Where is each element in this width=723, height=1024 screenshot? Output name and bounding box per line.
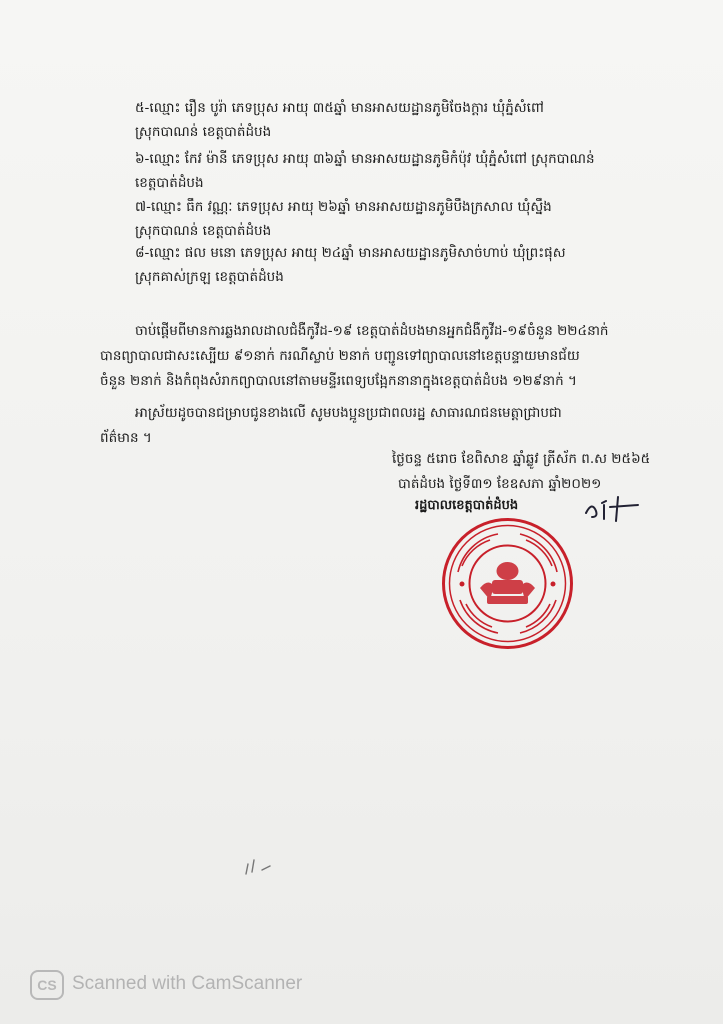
summary-paragraph [100,319,609,394]
paragraph-line: ចំនួន ២នាក់ និងកំពុងសំរាកព្យាបាលនៅតាមមន្ទីរពេទ្យបង្អែកនានាក្នុងខេត្តបាត់ដំបង ១២៩នាក់ ។ [100,373,577,389]
official-seal [440,516,575,651]
paragraph-line: ព័ត៌មាន ។ [100,430,152,446]
solar-date: បាត់ដំបង ថ្ងៃទី៣១ ខែឧសភា ឆ្នាំ២០២១ [398,476,602,492]
list-item-line: ខេត្តបាត់ដំបង [135,175,204,191]
list-item-line: ៦-ឈ្មោះ កែវ ម៉ានី ភេទប្រុស អាយុ ៣៦ឆ្នាំ មានអាសយដ្ឋានភូមិកំប៉ុវ ឃុំភ្នំសំពៅ ស្រុកបាណន់ [135,151,595,167]
list-item-line: ស្រុកគាស់ក្រឡ ខេត្តបាត់ដំបង [135,269,284,285]
paragraph-line: បានព្យាបាលជាសះស្បើយ ៩១នាក់ ករណីស្លាប់ ២នាក់ បញ្ជូនទៅព្យាបាលនៅខេត្តបន្ទាយមានជ័យ [100,348,580,364]
pen-mark [240,852,290,878]
list-item-line: ៨-ឈ្មោះ ផល មនោ ភេទប្រុស អាយុ ២៤ឆ្នាំ មានអាសយដ្ឋានភូមិសាច់ហាប់ ឃុំព្រះផុស [135,245,566,261]
list-item-line: ស្រុកបាណន់ ខេត្តបាត់ដំបង [135,124,272,140]
list-item [135,195,655,243]
signer-title: រដ្ឋបាលខេត្តបាត់ដំបង [415,498,519,513]
list-item-line: ស្រុកបាណន់ ខេត្តបាត់ដំបង [135,223,272,239]
paragraph-line: អាស្រ័យដូចបានជម្រាបជូនខាងលើ សូមបងប្អូនប្រជាពលរដ្ឋ សាធារណជនមេត្តាជ្រាបជា [135,405,562,421]
list-item [135,147,655,195]
list-item [135,241,655,289]
camscanner-logo-icon: CS [30,970,64,1000]
closing-paragraph [100,401,562,451]
lunar-date: ថ្ងៃចន្ទ ៥រោច ខែពិសាខ ឆ្នាំឆ្លូវ ត្រីស័ក ព.ស ២៥៦៥ [392,451,651,467]
list-item-line: ៥-ឈ្មោះ រឿន បូរ៉ា ភេទប្រុស អាយុ ៣៥ឆ្នាំ មានអាសយដ្ឋានភូមិចែងក្ដារ ឃុំភ្នំសំពៅ [135,100,544,116]
camscanner-watermark: Scanned with CamScanner [72,973,303,994]
paragraph-line: ចាប់ផ្ដើមពីមានការឆ្លងរាលដាលជំងឺកូវីដ-១៩ ខេត្តបាត់ដំបងមានអ្នកជំងឺកូវីដ-១៩ចំនួន ២២៤នាក់ [135,323,609,339]
signature-mark [580,493,660,525]
list-item [135,96,655,144]
list-item-line: ៧-ឈ្មោះ ធឹក វណ្ណៈ ភេទប្រុស អាយុ ២៦ឆ្នាំ មានអាសយដ្ឋានភូមិបឹងក្រសាល ឃុំស្នឹង [135,199,552,215]
